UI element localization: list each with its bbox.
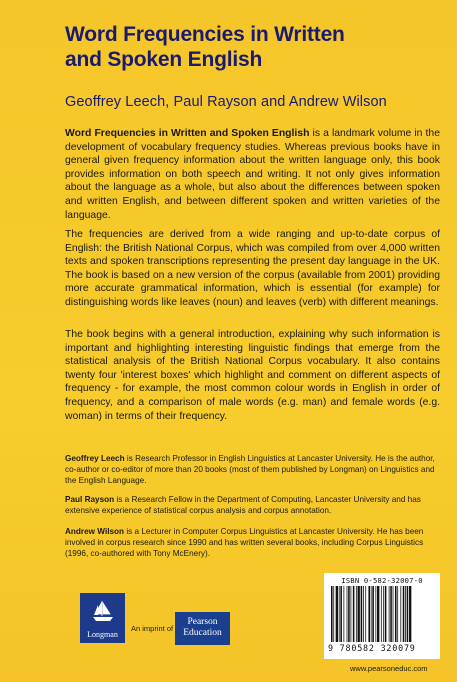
barcode-bar	[331, 586, 333, 642]
barcode-bar	[372, 586, 374, 642]
barcode-bar	[340, 586, 342, 642]
longman-wordmark: Longman	[87, 630, 118, 639]
sailing-ship-icon	[90, 598, 116, 624]
bio-andrew-wilson	[65, 526, 443, 559]
bio-paul-rayson	[65, 494, 443, 516]
barcode-bar	[397, 586, 398, 642]
barcode-bar	[363, 586, 364, 642]
barcode-bar	[336, 586, 338, 642]
bio-text: is a Research Fellow in the Department of Computing, Lancaster University and has extensive experience of statistical corpus analysis and corpus annotation.	[65, 495, 421, 515]
barcode-bar	[358, 586, 360, 642]
imprint-text: An imprint of	[131, 624, 174, 633]
barcode-bar	[400, 586, 401, 642]
barcode-bar	[395, 586, 397, 642]
book-title	[65, 22, 435, 72]
authors: Geoffrey Leech, Paul Rayson and Andrew Wilson	[65, 94, 387, 110]
title-line-1: Word Frequencies in Written	[65, 23, 345, 46]
blurb-paragraph-3: The book begins with a general introduction, explaining why such information is important and highlighting interesting linguistic findings that emerge from the statistical analysis of the British National Corpus vocabulary. It also contains twenty four 'interest boxes' which highlight and comment on different aspects of frequency - for example, the most common colour words in English in order of frequency, and a comparison of male words (e.g. man) and female words (e.g. woman) in terms of their frequency.	[65, 329, 440, 422]
blurb-paragraph-1-text: is a landmark volume in the development of vocabulary frequency studies. Whereas previous books have in general given frequency information about the written language only, this book provides information on both speech and writing. It not only gives information about the language as a whole, but also about the differences between spoken and written English, and between different spoken and written varieties of the language.	[65, 128, 440, 221]
bio-text: is Research Professor in English Linguistics at Lancaster University. He is the author, co-author or co-editor of more than 20 books (most of them published by Longman) on Linguistics and the English Language.	[65, 454, 435, 485]
barcode-bar	[347, 586, 348, 642]
barcode-bar	[383, 586, 384, 642]
barcode-bar	[407, 586, 409, 642]
bio-name: Geoffrey Leech	[65, 454, 125, 463]
barcode-bar	[351, 586, 352, 642]
pearson-line-2: Education	[183, 628, 222, 638]
barcode-bar	[390, 586, 392, 642]
bio-geoffrey-leech	[65, 453, 443, 486]
barcode-icon	[328, 586, 436, 642]
barcode-bar	[409, 586, 411, 642]
pearson-line-1: Pearson	[187, 617, 218, 627]
barcode-bar	[389, 586, 390, 642]
barcode-bar	[356, 586, 357, 642]
pearson-education-logo	[175, 612, 230, 645]
barcode-bar	[365, 586, 366, 642]
barcode-bar	[375, 586, 376, 642]
blurb-paragraph-1	[65, 127, 440, 222]
barcode-bar	[403, 586, 405, 642]
barcode-bar	[368, 586, 370, 642]
bio-text: is a Lecturer in Computer Corpus Linguistics at Lancaster University. He has been involved in corpus research since 1990 and has written several books, including Corpus Linguistics (1996, co-authored with Tony McEnery).	[65, 527, 424, 558]
barcode-bar	[405, 586, 406, 642]
barcode-bar	[343, 586, 344, 642]
barcode-bar	[371, 586, 372, 642]
barcode-bar	[348, 586, 350, 642]
title-line-2: and Spoken English	[65, 48, 263, 71]
barcode-box	[324, 573, 440, 659]
barcode-bar	[377, 586, 379, 642]
barcode-bar	[381, 586, 382, 642]
publisher-website: www.pearsoneduc.com	[350, 664, 428, 673]
blurb-book-title: Word Frequencies in Written and Spoken English	[65, 128, 310, 139]
bio-name: Paul Rayson	[65, 495, 115, 504]
barcode-bar	[333, 586, 334, 642]
barcode-bar	[393, 586, 394, 642]
barcode-bar	[385, 586, 387, 642]
barcode-number: 9 780582 320079	[328, 643, 416, 653]
blurb-paragraph-2: The frequencies are derived from a wide ranging and up-to-date corpus of English: the British National Corpus, which was compiled from over 4,000 written texts and spoken transcriptions representing the present day language in the UK. The book is based on a new version of the corpus (available from 2001) providing more accurate grammatical information, which is essential (for example) for distinguishing words like leaves (noun) and leaves (verb) with different meanings.	[65, 229, 440, 308]
longman-logo	[80, 593, 125, 643]
isbn: ISBN 0-582-32007-0	[341, 576, 423, 585]
barcode-bar	[339, 586, 340, 642]
barcode-bar	[353, 586, 355, 642]
barcode-bar	[361, 586, 363, 642]
bio-name: Andrew Wilson	[65, 527, 125, 536]
